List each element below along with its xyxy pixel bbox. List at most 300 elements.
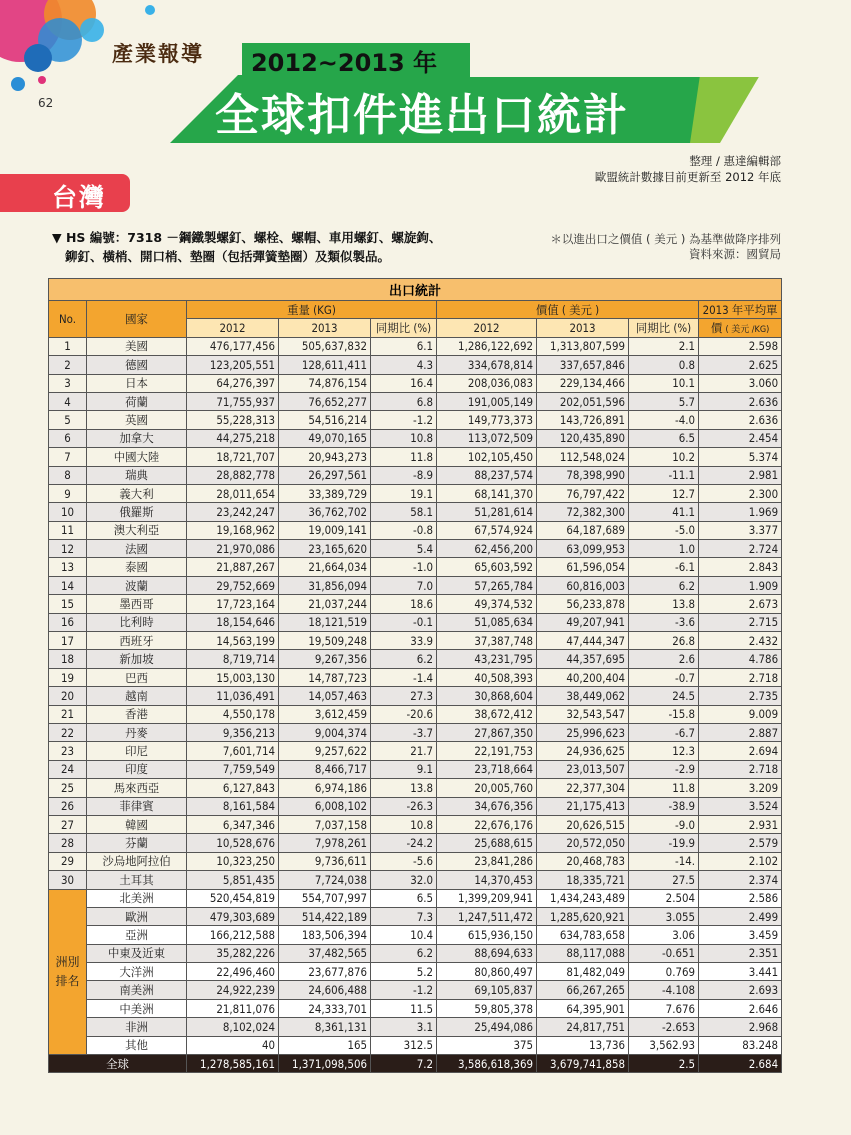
weight-yoy-cell: -26.3 (371, 797, 437, 815)
unit-price-cell: 2.636 (699, 411, 782, 429)
weight-2013-cell: 9,257,622 (279, 742, 371, 760)
weight-yoy-cell: -1.2 (371, 411, 437, 429)
weight-2013-cell: 183,506,394 (279, 926, 371, 944)
weight-yoy-cell: 32.0 (371, 871, 437, 889)
weight-yoy-cell: 3.1 (371, 1018, 437, 1036)
value-2012-cell: 51,281,614 (437, 503, 537, 521)
unit-price-cell: 2.715 (699, 613, 782, 631)
weight-2013-cell: 9,004,374 (279, 723, 371, 741)
rank-cell: 9 (49, 484, 87, 502)
weight-2012-cell: 71,755,937 (187, 392, 279, 410)
unit-price-cell: 2.636 (699, 392, 782, 410)
country-cell: 新加坡 (87, 650, 187, 668)
value-2013-cell: 202,051,596 (537, 392, 629, 410)
weight-2013-cell: 33,389,729 (279, 484, 371, 502)
rank-cell: 24 (49, 760, 87, 778)
weight-2012-cell: 40 (187, 1036, 279, 1054)
unit-price-cell: 2.300 (699, 484, 782, 502)
weight-2013-cell: 26,297,561 (279, 466, 371, 484)
continent-cell: 大洋洲 (87, 963, 187, 981)
weight-2012-cell: 23,242,247 (187, 503, 279, 521)
unit-price-cell: 2.843 (699, 558, 782, 576)
weight-2012-cell: 28,882,778 (187, 466, 279, 484)
weight-2013-cell: 49,070,165 (279, 429, 371, 447)
weight-yoy-cell: 7.3 (371, 907, 437, 925)
unit-price-cell: 3.377 (699, 521, 782, 539)
weight-yoy-cell: 4.3 (371, 356, 437, 374)
value-2012-cell: 22,676,176 (437, 815, 537, 833)
table-row (49, 668, 782, 686)
value-2012-cell: 62,456,200 (437, 540, 537, 558)
weight-2013-cell: 54,516,214 (279, 411, 371, 429)
value-2012-cell: 191,005,149 (437, 392, 537, 410)
weight-yoy-cell: 6.1 (371, 337, 437, 355)
weight-2012-cell: 6,347,346 (187, 815, 279, 833)
weight-yoy-cell: -3.7 (371, 723, 437, 741)
country-cell: 美國 (87, 337, 187, 355)
weight-yoy-cell: 19.1 (371, 484, 437, 502)
credit-update-note: 歐盟統計數據目前更新至 2012 年底 (594, 170, 781, 184)
unit-price-cell: 2.694 (699, 742, 782, 760)
value-2012-cell: 1,286,122,692 (437, 337, 537, 355)
weight-yoy-cell: -20.6 (371, 705, 437, 723)
weight-2013-cell: 8,466,717 (279, 760, 371, 778)
rank-cell: 26 (49, 797, 87, 815)
value-yoy-cell: -19.9 (629, 834, 699, 852)
value-yoy-cell: 12.3 (629, 742, 699, 760)
table-row (49, 650, 782, 668)
weight-2013-cell: 554,707,997 (279, 889, 371, 907)
country-cell: 丹麥 (87, 723, 187, 741)
value-2013-cell: 47,444,347 (537, 632, 629, 650)
rank-cell: 20 (49, 687, 87, 705)
weight-2012-cell: 7,759,549 (187, 760, 279, 778)
value-2012-cell: 68,141,370 (437, 484, 537, 502)
table-row (49, 779, 782, 797)
unit-price-cell: 3.441 (699, 963, 782, 981)
value-2013-cell: 64,395,901 (537, 999, 629, 1017)
value-2012-cell: 40,508,393 (437, 668, 537, 686)
source-note: 資料來源：國貿局 (689, 247, 781, 261)
country-cell: 韓國 (87, 815, 187, 833)
rank-cell: 14 (49, 576, 87, 594)
value-2012-cell: 38,672,412 (437, 705, 537, 723)
value-2012-cell: 88,237,574 (437, 466, 537, 484)
weight-2013-cell: 165 (279, 1036, 371, 1054)
unit-price-cell: 2.646 (699, 999, 782, 1017)
continent-cell: 亞洲 (87, 926, 187, 944)
unit-price-cell: 83.248 (699, 1036, 782, 1054)
value-2013-cell: 40,200,404 (537, 668, 629, 686)
country-cell: 巴西 (87, 668, 187, 686)
weight-yoy-cell: 6.8 (371, 392, 437, 410)
weight-yoy-cell: -5.6 (371, 852, 437, 870)
value-2012-cell: 57,265,784 (437, 576, 537, 594)
table-row (49, 392, 782, 410)
value-yoy-cell: -38.9 (629, 797, 699, 815)
unit-price-cell: 2.625 (699, 356, 782, 374)
weight-2013-cell: 21,037,244 (279, 595, 371, 613)
col-weight-yoy: 同期比 (%) (371, 319, 437, 337)
value-2012-cell: 1,399,209,941 (437, 889, 537, 907)
weight-2013-cell: 23,165,620 (279, 540, 371, 558)
rank-cell: 13 (49, 558, 87, 576)
weight-2013-cell: 18,121,519 (279, 613, 371, 631)
weight-2013-cell: 23,677,876 (279, 963, 371, 981)
weight-2012-cell: 14,563,199 (187, 632, 279, 650)
unit-price-cell: 2.499 (699, 907, 782, 925)
rank-cell: 1 (49, 337, 87, 355)
country-cell: 香港 (87, 705, 187, 723)
value-yoy-cell: 6.2 (629, 576, 699, 594)
table-row (49, 852, 782, 870)
weight-2012-cell: 8,719,714 (187, 650, 279, 668)
country-cell: 英國 (87, 411, 187, 429)
unit-price-cell: 2.579 (699, 834, 782, 852)
weight-2012-cell: 1,278,585,161 (187, 1055, 279, 1073)
weight-2013-cell: 7,724,038 (279, 871, 371, 889)
weight-2013-cell: 505,637,832 (279, 337, 371, 355)
unit-price-cell: 3.524 (699, 797, 782, 815)
rank-cell: 29 (49, 852, 87, 870)
value-2012-cell: 113,072,509 (437, 429, 537, 447)
value-2012-cell: 69,105,837 (437, 981, 537, 999)
weight-yoy-cell: 5.2 (371, 963, 437, 981)
weight-2013-cell: 31,856,094 (279, 576, 371, 594)
value-2012-cell: 37,387,748 (437, 632, 537, 650)
value-2013-cell: 32,543,547 (537, 705, 629, 723)
unit-price-cell: 2.351 (699, 944, 782, 962)
country-cell: 印尼 (87, 742, 187, 760)
weight-yoy-cell: 10.8 (371, 429, 437, 447)
continent-row (49, 907, 782, 925)
weight-2013-cell: 7,978,261 (279, 834, 371, 852)
value-2013-cell: 20,626,515 (537, 815, 629, 833)
value-2012-cell: 80,860,497 (437, 963, 537, 981)
value-2012-cell: 334,678,814 (437, 356, 537, 374)
weight-yoy-cell: -1.4 (371, 668, 437, 686)
weight-2013-cell: 19,009,141 (279, 521, 371, 539)
value-yoy-cell: -4.108 (629, 981, 699, 999)
col-weight-2013: 2013 (279, 319, 371, 337)
sort-note-text: ＊以進出口之價值 ( 美元 ) 為基準做降序排列 (550, 232, 781, 246)
value-2012-cell: 3,586,618,369 (437, 1055, 537, 1073)
continent-cell: 中美洲 (87, 999, 187, 1017)
table-row (49, 374, 782, 392)
value-2012-cell: 23,718,664 (437, 760, 537, 778)
col-unit-price-unit: ( 美元 /KG) (725, 325, 770, 336)
country-cell: 泰國 (87, 558, 187, 576)
country-cell: 加拿大 (87, 429, 187, 447)
value-yoy-cell: 2.6 (629, 650, 699, 668)
unit-price-cell: 2.735 (699, 687, 782, 705)
value-2013-cell: 22,377,304 (537, 779, 629, 797)
value-2013-cell: 337,657,846 (537, 356, 629, 374)
unit-price-cell: 2.432 (699, 632, 782, 650)
country-cell: 沙烏地阿拉伯 (87, 852, 187, 870)
value-2013-cell: 1,434,243,489 (537, 889, 629, 907)
weight-2012-cell: 10,528,676 (187, 834, 279, 852)
table-row (49, 723, 782, 741)
value-yoy-cell: -0.7 (629, 668, 699, 686)
unit-price-cell: 3.060 (699, 374, 782, 392)
unit-price-cell: 2.374 (699, 871, 782, 889)
country-cell: 日本 (87, 374, 187, 392)
rank-cell: 11 (49, 521, 87, 539)
rank-cell: 23 (49, 742, 87, 760)
total-label-cell: 全球 (49, 1055, 187, 1073)
value-2013-cell: 72,382,300 (537, 503, 629, 521)
country-cell: 中國大陸 (87, 448, 187, 466)
table-row (49, 540, 782, 558)
weight-yoy-cell: 5.4 (371, 540, 437, 558)
country-cell: 菲律賓 (87, 797, 187, 815)
value-yoy-cell: 3,562.93 (629, 1036, 699, 1054)
weight-yoy-cell: 11.5 (371, 999, 437, 1017)
region-label: 台灣 (52, 183, 107, 212)
country-cell: 義大利 (87, 484, 187, 502)
weight-2012-cell: 7,601,714 (187, 742, 279, 760)
continent-row (49, 926, 782, 944)
value-2013-cell: 23,013,507 (537, 760, 629, 778)
value-yoy-cell: -0.651 (629, 944, 699, 962)
value-2012-cell: 30,868,604 (437, 687, 537, 705)
value-2013-cell: 20,572,050 (537, 834, 629, 852)
value-yoy-cell: 10.1 (629, 374, 699, 392)
value-yoy-cell: 7.676 (629, 999, 699, 1017)
value-2012-cell: 22,191,753 (437, 742, 537, 760)
weight-2013-cell: 24,606,488 (279, 981, 371, 999)
weight-2013-cell: 8,361,131 (279, 1018, 371, 1036)
credit-editor: 整理 / 惠達編輯部 (689, 154, 781, 168)
weight-yoy-cell: 6.2 (371, 650, 437, 668)
weight-2012-cell: 21,887,267 (187, 558, 279, 576)
value-2013-cell: 229,134,466 (537, 374, 629, 392)
value-yoy-cell: 2.5 (629, 1055, 699, 1073)
value-yoy-cell: 11.8 (629, 779, 699, 797)
weight-yoy-cell: 16.4 (371, 374, 437, 392)
value-2012-cell: 59,805,378 (437, 999, 537, 1017)
continent-cell: 南美洲 (87, 981, 187, 999)
unit-price-cell: 2.931 (699, 815, 782, 833)
value-2013-cell: 3,679,741,858 (537, 1055, 629, 1073)
country-cell: 越南 (87, 687, 187, 705)
value-yoy-cell: -2.653 (629, 1018, 699, 1036)
weight-2013-cell: 514,422,189 (279, 907, 371, 925)
page-number: 62 (38, 96, 54, 110)
weight-2012-cell: 123,205,551 (187, 356, 279, 374)
rank-cell: 17 (49, 632, 87, 650)
weight-2013-cell: 3,612,459 (279, 705, 371, 723)
unit-price-cell: 2.718 (699, 668, 782, 686)
value-yoy-cell: -14. (629, 852, 699, 870)
value-2013-cell: 56,233,878 (537, 595, 629, 613)
value-yoy-cell: 0.769 (629, 963, 699, 981)
value-2013-cell: 66,267,265 (537, 981, 629, 999)
table-row (49, 484, 782, 502)
weight-2012-cell: 15,003,130 (187, 668, 279, 686)
weight-2012-cell: 22,496,460 (187, 963, 279, 981)
col-unit-price: 2013 年平均單 (699, 301, 782, 319)
value-2012-cell: 25,688,615 (437, 834, 537, 852)
value-2013-cell: 1,313,807,599 (537, 337, 629, 355)
weight-yoy-cell: 58.1 (371, 503, 437, 521)
country-cell: 荷蘭 (87, 392, 187, 410)
value-2013-cell: 25,996,623 (537, 723, 629, 741)
country-cell: 法國 (87, 540, 187, 558)
weight-yoy-cell: 9.1 (371, 760, 437, 778)
weight-yoy-cell: 6.2 (371, 944, 437, 962)
value-yoy-cell: 10.2 (629, 448, 699, 466)
table-row (49, 871, 782, 889)
weight-2013-cell: 9,267,356 (279, 650, 371, 668)
weight-yoy-cell: 7.2 (371, 1055, 437, 1073)
value-yoy-cell: 24.5 (629, 687, 699, 705)
continent-row (49, 889, 782, 907)
value-2013-cell: 60,816,003 (537, 576, 629, 594)
value-yoy-cell: -6.1 (629, 558, 699, 576)
value-2012-cell: 51,085,634 (437, 613, 537, 631)
value-2012-cell: 25,494,086 (437, 1018, 537, 1036)
weight-2013-cell: 6,008,102 (279, 797, 371, 815)
value-2013-cell: 63,099,953 (537, 540, 629, 558)
rank-cell: 7 (49, 448, 87, 466)
rank-cell: 4 (49, 392, 87, 410)
value-yoy-cell: -2.9 (629, 760, 699, 778)
continent-row (49, 963, 782, 981)
table-row (49, 742, 782, 760)
col-value-2013: 2013 (537, 319, 629, 337)
rank-cell: 28 (49, 834, 87, 852)
value-yoy-cell: 1.0 (629, 540, 699, 558)
continent-row (49, 1036, 782, 1054)
col-unit-price-sub (699, 319, 782, 337)
value-2012-cell: 14,370,453 (437, 871, 537, 889)
weight-2012-cell: 21,811,076 (187, 999, 279, 1017)
unit-price-cell: 1.909 (699, 576, 782, 594)
value-yoy-cell: -11.1 (629, 466, 699, 484)
weight-yoy-cell: -1.0 (371, 558, 437, 576)
unit-price-cell: 2.968 (699, 1018, 782, 1036)
rank-cell: 18 (49, 650, 87, 668)
value-yoy-cell: -9.0 (629, 815, 699, 833)
weight-2013-cell: 20,943,273 (279, 448, 371, 466)
weight-2013-cell: 14,787,723 (279, 668, 371, 686)
weight-yoy-cell: 10.4 (371, 926, 437, 944)
title-year-range: 2012~2013 年 (250, 49, 438, 77)
col-value-group: 價值 ( 美元 ) (437, 301, 699, 319)
table-row (49, 595, 782, 613)
value-2012-cell: 49,374,532 (437, 595, 537, 613)
value-yoy-cell: -6.7 (629, 723, 699, 741)
unit-price-cell: 2.981 (699, 466, 782, 484)
rank-cell: 25 (49, 779, 87, 797)
value-2012-cell: 1,247,511,472 (437, 907, 537, 925)
country-cell: 土耳其 (87, 871, 187, 889)
country-cell: 馬來西亞 (87, 779, 187, 797)
table-row (49, 521, 782, 539)
value-yoy-cell: 6.5 (629, 429, 699, 447)
hs-code-line1: ▼ HS 編號：7318 －鋼鐵製螺釘、螺栓、螺帽、車用螺釘、螺旋鉤、 (52, 230, 442, 245)
value-2012-cell: 65,603,592 (437, 558, 537, 576)
weight-yoy-cell: 21.7 (371, 742, 437, 760)
weight-2012-cell: 28,011,654 (187, 484, 279, 502)
country-cell: 西班牙 (87, 632, 187, 650)
country-cell: 芬蘭 (87, 834, 187, 852)
unit-price-cell: 2.598 (699, 337, 782, 355)
weight-2013-cell: 128,611,411 (279, 356, 371, 374)
value-yoy-cell: 2.1 (629, 337, 699, 355)
continent-ranking-label: 洲別排名 (49, 889, 87, 1055)
table-row (49, 337, 782, 355)
country-cell: 俄羅斯 (87, 503, 187, 521)
value-2013-cell: 20,468,783 (537, 852, 629, 870)
value-2013-cell: 81,482,049 (537, 963, 629, 981)
hs-code-line2: 鉚釘、橫梢、開口梢、墊圈（包括彈簧墊圈）及類似製品。 (65, 249, 391, 264)
value-2012-cell: 375 (437, 1036, 537, 1054)
table-row (49, 705, 782, 723)
total-row (49, 1055, 782, 1073)
weight-yoy-cell: -24.2 (371, 834, 437, 852)
unit-price-cell: 2.454 (699, 429, 782, 447)
value-2013-cell: 38,449,062 (537, 687, 629, 705)
weight-2012-cell: 6,127,843 (187, 779, 279, 797)
value-2013-cell: 18,335,721 (537, 871, 629, 889)
weight-2013-cell: 9,736,611 (279, 852, 371, 870)
value-2013-cell: 24,817,751 (537, 1018, 629, 1036)
table-row (49, 760, 782, 778)
col-value-2012: 2012 (437, 319, 537, 337)
hs-code-description (52, 228, 512, 266)
weight-yoy-cell: -0.8 (371, 521, 437, 539)
weight-yoy-cell: -0.1 (371, 613, 437, 631)
country-cell: 澳大利亞 (87, 521, 187, 539)
weight-2012-cell: 8,102,024 (187, 1018, 279, 1036)
weight-2012-cell: 44,275,218 (187, 429, 279, 447)
value-yoy-cell: 41.1 (629, 503, 699, 521)
table-row (49, 576, 782, 594)
weight-yoy-cell: 10.8 (371, 815, 437, 833)
weight-2012-cell: 4,550,178 (187, 705, 279, 723)
unit-price-cell: 9.009 (699, 705, 782, 723)
value-2013-cell: 13,736 (537, 1036, 629, 1054)
weight-yoy-cell: 27.3 (371, 687, 437, 705)
continent-cell: 其他 (87, 1036, 187, 1054)
value-2012-cell: 43,231,795 (437, 650, 537, 668)
table-row (49, 466, 782, 484)
rank-cell: 16 (49, 613, 87, 631)
rank-cell: 15 (49, 595, 87, 613)
weight-2013-cell: 24,333,701 (279, 999, 371, 1017)
continent-cell: 歐洲 (87, 907, 187, 925)
value-2012-cell: 23,841,286 (437, 852, 537, 870)
table-row (49, 411, 782, 429)
rank-cell: 21 (49, 705, 87, 723)
continent-cell: 中東及近東 (87, 944, 187, 962)
continent-cell: 非洲 (87, 1018, 187, 1036)
value-yoy-cell: 0.8 (629, 356, 699, 374)
table-title: 出口統計 (49, 279, 782, 301)
table-row (49, 632, 782, 650)
table-row (49, 503, 782, 521)
country-cell: 印度 (87, 760, 187, 778)
weight-2012-cell: 8,161,584 (187, 797, 279, 815)
table-row (49, 797, 782, 815)
value-yoy-cell: 27.5 (629, 871, 699, 889)
unit-price-cell: 2.724 (699, 540, 782, 558)
weight-2012-cell: 18,721,707 (187, 448, 279, 466)
weight-2012-cell: 520,454,819 (187, 889, 279, 907)
